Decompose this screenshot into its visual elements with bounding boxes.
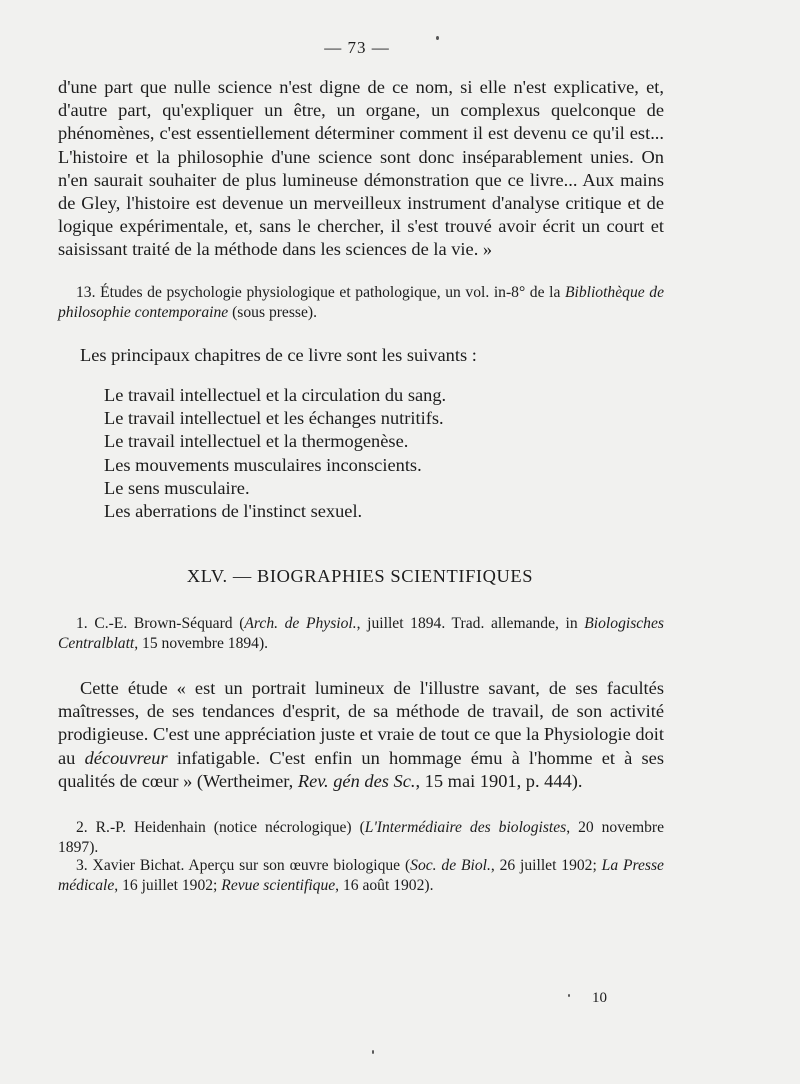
bio-entry-2-text: R.-P. Heidenhain (notice nécrologique) ( [87,819,365,836]
bio-entry-3-text-end: , 16 août 1902). [335,877,434,894]
bio-entry-3-text-mid-2: , 16 juillet 1902; [114,877,222,894]
bio-entry-1-text-mid: , juillet 1894. Trad. allemande, in [356,615,585,632]
comment-text-end: , 15 mai 1901, p. 444). [415,770,583,791]
bio-entry-1-number: 1. [76,615,88,632]
ink-speck [372,1050,374,1054]
entry-13 [58,283,664,323]
bio-entry-3-journal: Soc. de Biol. [410,857,491,874]
section-title: XLV. — BIOGRAPHIES SCIENTIFIQUES [186,566,534,586]
bio-entry-3-journal-3: Revue scientifique [221,877,336,894]
comment-text: Cette étude « est un portrait lumineux de l'illustre savant, de ses facultés maîtresses, de ses tendances d'esprit, de sa méthode de travail, de son activité prodigieuse. C'est une appréciation juste et vraie de tout ce que la Physiologie doit au [58,678,664,768]
comment-journal: Rev. gén des Sc. [297,770,416,791]
intro-paragraph: d'une part que nulle science n'est digne de ce nom, si elle n'est explicative, et, d'autre part, qu'expliquer un être, un organe, un complexus quelconque de phénomènes, c'est essentiellement déterminer comment il est devenu ce qu'il est... L'histoire et la philosophie d'une science sont donc inséparablement unies. On n'en saurait souhaiter de plus lumineuse démonstration que ce livre... Aux mains de Gley, l'histoire est devenue un merveilleux instrument d'analyse critique et de logique expérimentale, et, sans le chercher, il s'est trouvé avoir écrit un court et saisissant traité de la méthode dans les sciences de la vie. » [58,77,664,260]
signature-number: 10 [592,990,607,1006]
comment-text-mid: infatigable. C'est enfin un hommage ému à l'homme et à ses qualités de cœur » (Wertheimer, [58,747,664,791]
bio-entry-2 [58,818,664,858]
bio-entry-1-comment [58,677,664,793]
comment-italic: découvreur [84,747,168,768]
bio-entry-2-journal: L'Intermédiaire des biologistes [364,819,567,836]
chapter-item: Les aberrations de l'instinct sexuel. [104,501,363,522]
bio-entry-3-text: Xavier Bichat. Aperçu sur son œuvre biologique ( [87,857,411,874]
bio-entry-1 [58,614,664,654]
bio-entry-3-number: 3. [76,857,88,874]
chapter-item: Le travail intellectuel et la circulation du sang. [104,385,447,405]
bio-entry-1-journal-2: Biologisches Centralblatt [58,615,664,652]
entry-13-number: 13. [76,284,96,301]
bio-entry-2-text-end: , 20 novembre 1897). [58,819,664,856]
chapter-list [104,384,664,523]
entry-13-text: Études de psychologie physiologique et pathologique, un vol. in-8° de la [95,284,565,301]
entry-13-text-end: (sous presse). [228,304,317,321]
chapter-item: Le sens musculaire. [104,477,250,498]
bio-entry-3-text-mid: , 26 juillet 1902; [490,857,602,874]
bio-entry-2-number: 2. [76,819,88,836]
chapters-intro: Les principaux chapitres de ce livre sont les suivants : [80,345,477,365]
ink-speck [568,994,570,997]
page-number: — 73 — [324,38,390,57]
bio-entry-3 [58,856,664,896]
bio-entry-1-text-end: , 15 novembre 1894). [134,635,269,652]
chapter-item: Le travail intellectuel et les échanges nutritifs. [104,408,444,429]
entry-13-series-title: Bibliothèque de philosophie contemporaine [58,284,664,321]
bio-entry-3-journal-2: La Presse médicale [58,857,664,894]
ink-speck [436,36,439,40]
bio-entry-1-journal: Arch. de Physiol. [244,615,357,632]
chapter-item: Les mouvements musculaires inconscients. [104,454,422,475]
bio-entry-1-text: C.-E. Brown-Séquard ( [87,615,245,632]
chapter-item: Le travail intellectuel et la thermogenèse. [104,431,409,452]
